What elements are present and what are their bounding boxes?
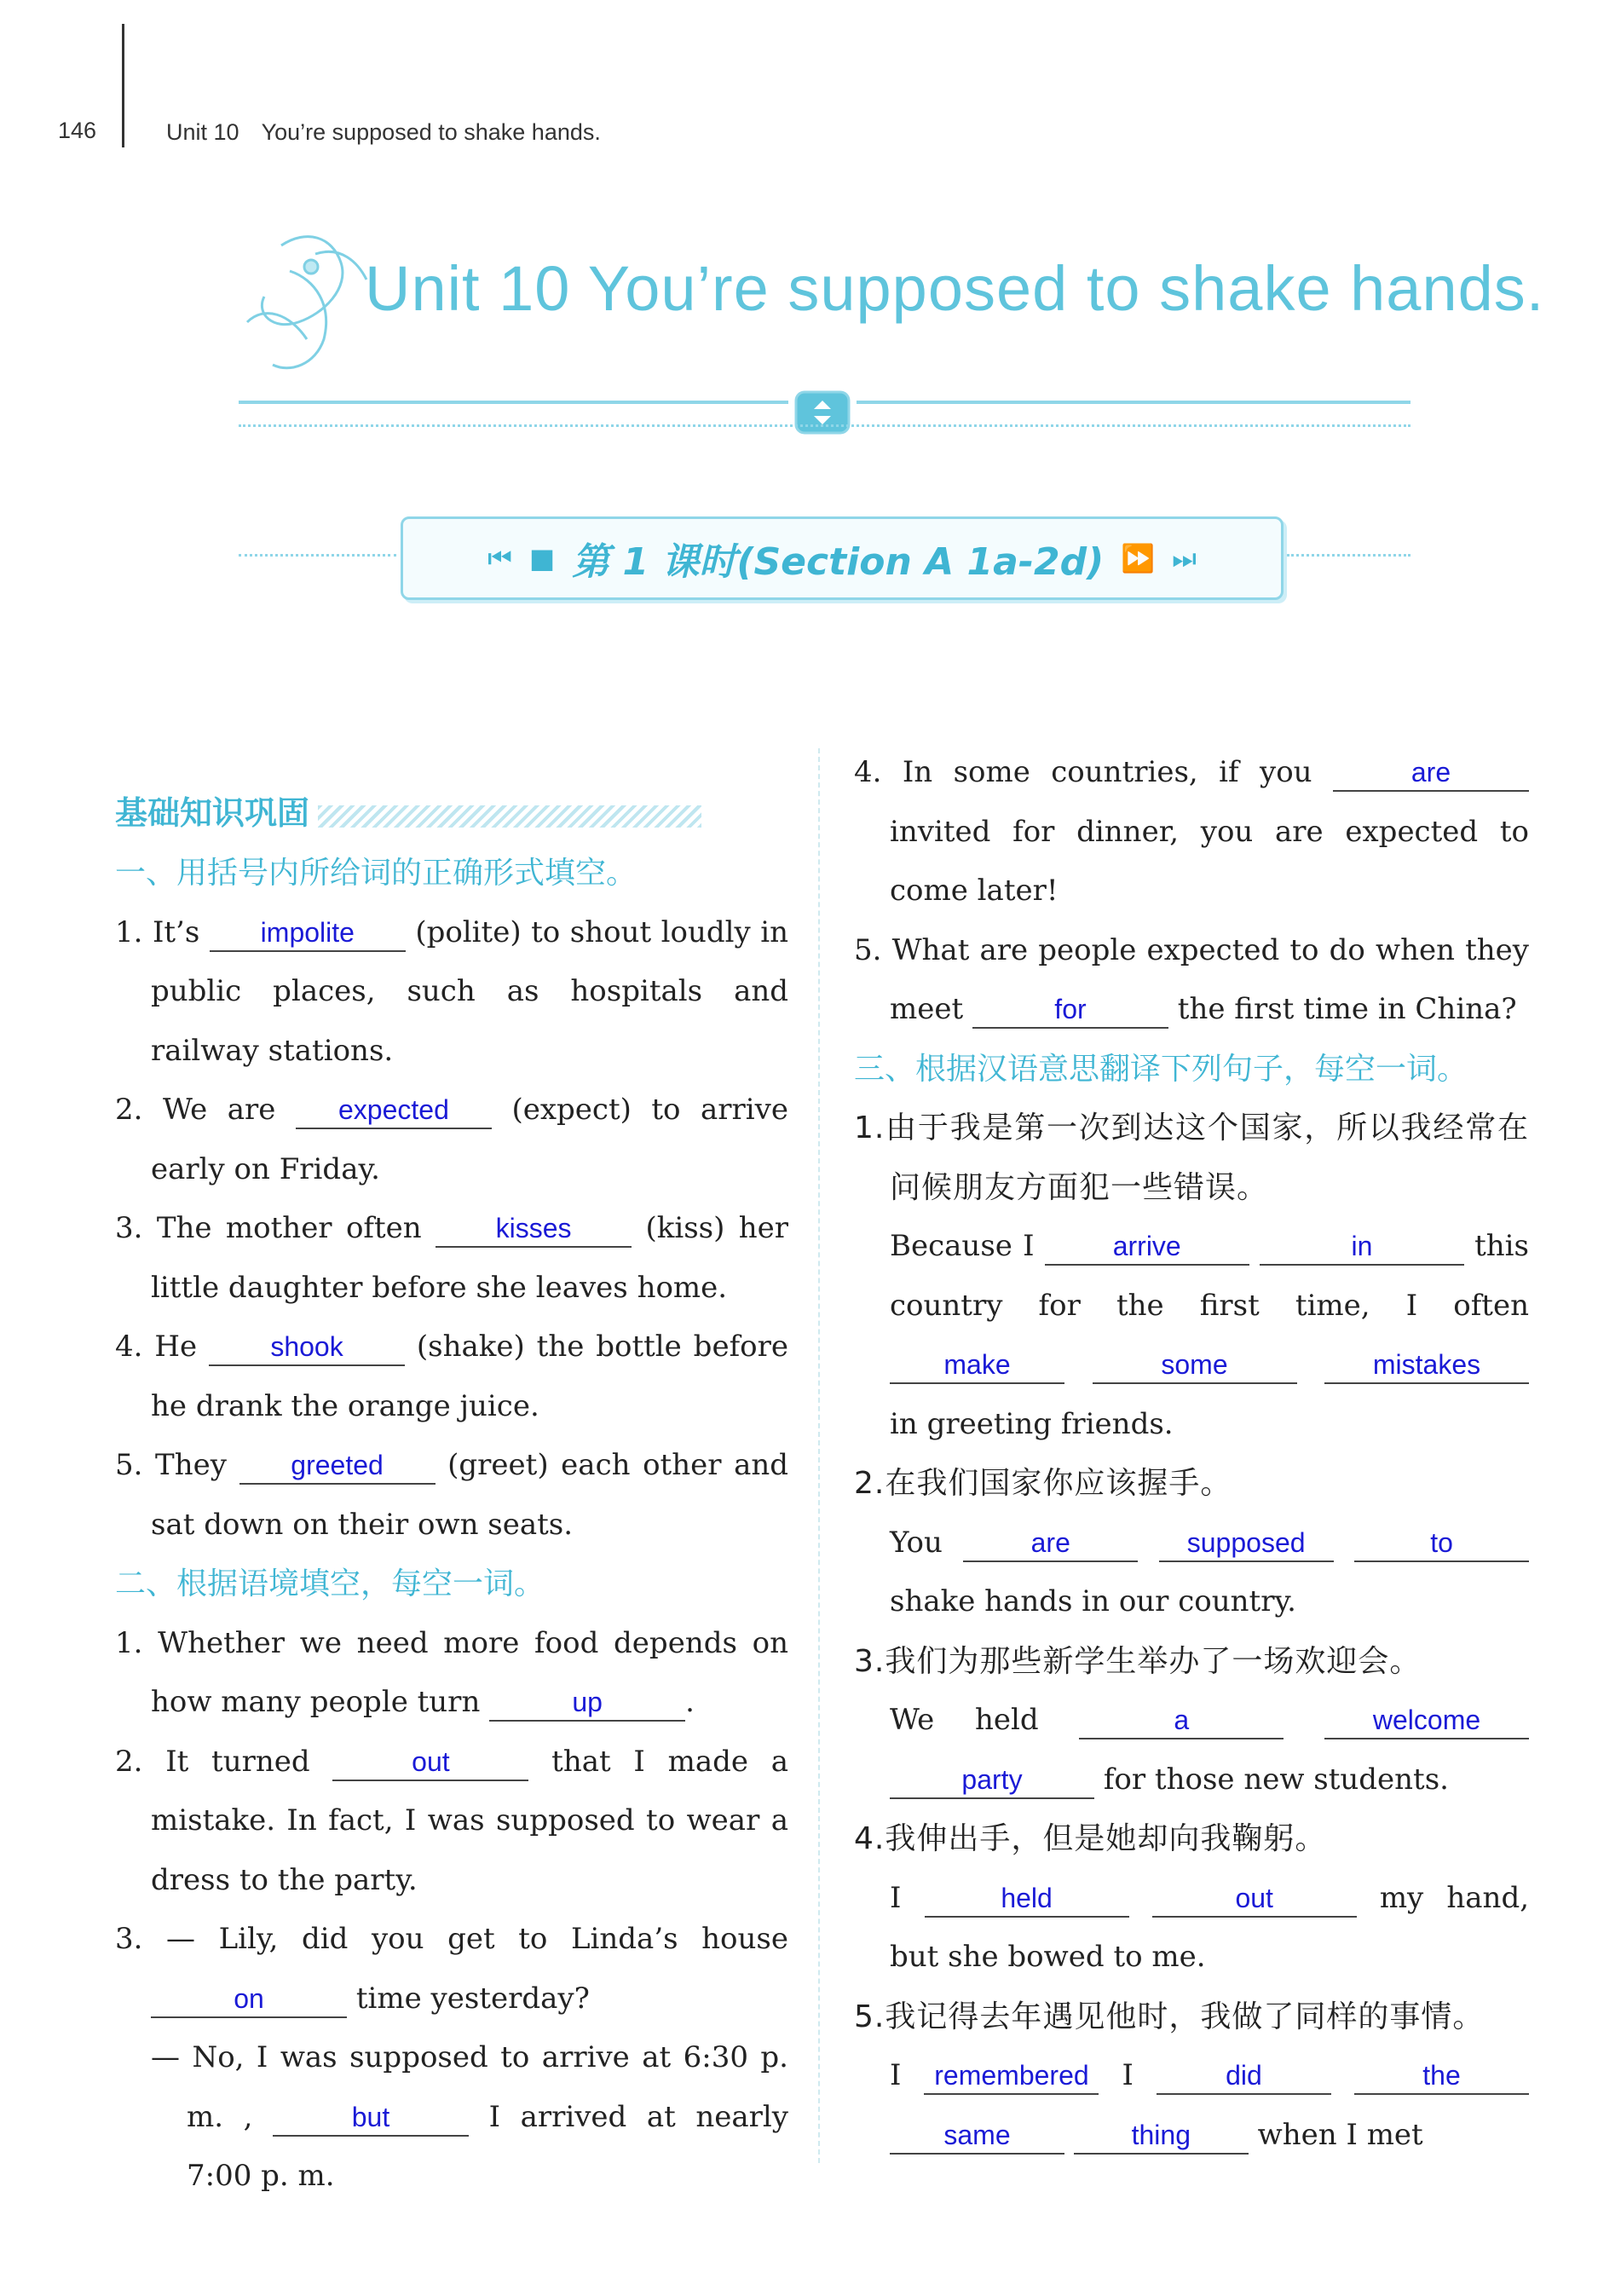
item-number: 2. xyxy=(854,1466,885,1501)
answer-blank[interactable]: up xyxy=(489,1686,685,1722)
section-title: 基础知识巩固 xyxy=(115,793,310,832)
item-text: I arrived at nearly 7:00 p. m. xyxy=(187,2099,789,2193)
part1-item-1 xyxy=(115,903,788,1082)
chinese-prompt: 我伸出手，但是她却向我鞠躬。 xyxy=(885,1821,1327,1856)
part2-item-3 xyxy=(115,1910,788,2028)
chinese-prompt: 我们为那些新学生举办了一场欢迎会。 xyxy=(885,1643,1422,1679)
part2-item-4 xyxy=(854,743,1529,921)
left-column xyxy=(115,782,788,2207)
item-text: They xyxy=(155,1448,227,1482)
part3-item-5 xyxy=(854,1987,1529,2166)
part3-item-3 xyxy=(854,1632,1529,1810)
answer-blank[interactable]: kisses xyxy=(436,1212,632,1248)
item-text: that I made a mistake. In fact, I was supposed to wear a dress to the party. xyxy=(151,1744,788,1897)
answer-blank[interactable]: for xyxy=(972,993,1168,1029)
right-column xyxy=(854,743,1529,2165)
part3-item-1 xyxy=(854,1099,1529,1454)
answer-blank[interactable]: shook xyxy=(209,1330,405,1366)
part2-item-5 xyxy=(854,921,1529,1040)
item-number: 2. xyxy=(115,1093,143,1127)
item-text: — Lily, did you get to Linda’s house xyxy=(166,1922,788,1956)
answer-blank[interactable]: did xyxy=(1157,2059,1331,2095)
item-text: I xyxy=(1122,2058,1134,2092)
item-text: You xyxy=(890,1525,943,1560)
answer-blank[interactable]: some xyxy=(1093,1348,1297,1384)
section-stripes xyxy=(318,805,701,828)
item-text: (shake) the bottle before he drank the orange juice. xyxy=(151,1330,788,1423)
item-text: time yesterday? xyxy=(355,1981,590,2016)
banner-dotted-line-right xyxy=(1287,554,1410,557)
item-number: 3. xyxy=(115,1211,143,1245)
chinese-prompt: 我记得去年遇见他时，我做了同样的事情。 xyxy=(885,1999,1485,2034)
item-text: invited for dinner, you are expected to come later! xyxy=(890,814,1529,908)
part3-item-2 xyxy=(854,1454,1529,1632)
part2-item-1 xyxy=(115,1614,788,1733)
item-text: the first time in China? xyxy=(1177,992,1517,1026)
running-head-title: You’re supposed to shake hands. xyxy=(261,119,601,145)
item-text: It’s xyxy=(152,914,200,949)
item-number: 5. xyxy=(115,1448,143,1482)
page-number: 146 xyxy=(58,118,97,143)
column-divider xyxy=(818,748,820,2163)
part3-item-4 xyxy=(854,1809,1529,1987)
running-head xyxy=(166,119,601,146)
banner-dotted-line-1 xyxy=(239,424,1410,427)
first-icon: ⏮ xyxy=(487,541,512,574)
item-text: In some countries, if you xyxy=(902,755,1312,789)
answer-blank[interactable]: held xyxy=(925,1882,1129,1918)
answer-blank[interactable]: expected xyxy=(296,1093,492,1129)
item-text: We are xyxy=(162,1093,276,1127)
item-number: 4. xyxy=(854,1821,885,1856)
item-text: It turned xyxy=(165,1744,310,1779)
answer-blank[interactable]: in xyxy=(1260,1230,1464,1266)
item-text: Whether we need more food depends on how many people turn xyxy=(151,1625,788,1719)
part3-title: 三、根据汉语意思翻译下列句子，每空一词。 xyxy=(854,1051,1468,1087)
part1-item-4 xyxy=(115,1318,788,1436)
item-number: 2. xyxy=(115,1744,143,1779)
item-number: 5. xyxy=(854,932,882,967)
item-text: We held xyxy=(890,1703,1039,1737)
answer-blank[interactable]: the xyxy=(1354,2059,1529,2095)
banner-title: Unit 10 You’re supposed to shake hands. xyxy=(365,253,1545,324)
part2-title: 二、根据语境填空，每空一词。 xyxy=(115,1566,545,1601)
bird-decoration-icon xyxy=(230,220,375,390)
chinese-prompt: 由于我是第一次到达这个国家，所以我经常在问候朋友方面犯一些错误。 xyxy=(885,1111,1529,1205)
scroll-toggle-icon xyxy=(794,390,851,435)
item-text: — No, I was supposed to arrive at 6:30 p. m. , xyxy=(151,2040,788,2134)
item-text: What are people expected to do when they meet xyxy=(890,932,1529,1026)
item-text: I xyxy=(890,2058,902,2092)
item-number: 1. xyxy=(854,1111,885,1145)
answer-blank[interactable]: to xyxy=(1354,1526,1529,1562)
item-number: 1. xyxy=(115,914,143,949)
item-text: (expect) to arrive early on Friday. xyxy=(151,1093,788,1186)
answer-blank[interactable]: out xyxy=(1152,1882,1357,1918)
item-text: He xyxy=(154,1330,198,1364)
answer-blank[interactable]: same xyxy=(890,2119,1064,2155)
part1-item-5 xyxy=(115,1436,788,1555)
item-text: The mother often xyxy=(156,1211,422,1245)
lesson-tab xyxy=(401,516,1284,600)
item-text: Because I xyxy=(890,1229,1035,1263)
last-icon: ⏭ xyxy=(1172,541,1197,574)
answer-blank[interactable]: out xyxy=(332,1745,528,1781)
item-number: 4. xyxy=(115,1330,143,1364)
item-text: for those new students. xyxy=(1103,1762,1449,1797)
item-text: when I met xyxy=(1257,2117,1423,2152)
item-text: this country for the first time, I often xyxy=(890,1229,1530,1323)
answer-blank[interactable]: impolite xyxy=(210,916,406,952)
item-number: 1. xyxy=(115,1625,143,1660)
header-rule xyxy=(122,24,124,147)
answer-blank[interactable]: welcome xyxy=(1324,1704,1529,1739)
part2-item-2 xyxy=(115,1733,788,1911)
answer-blank[interactable]: are xyxy=(1333,756,1529,792)
answer-blank[interactable]: but xyxy=(273,2101,469,2137)
answer-blank[interactable]: are xyxy=(963,1526,1138,1562)
section-heading xyxy=(115,782,788,844)
item-text: (kiss) her little daughter before she leaves home. xyxy=(151,1211,789,1305)
answer-blank[interactable]: party xyxy=(890,1763,1094,1799)
part1-item-2 xyxy=(115,1081,788,1199)
part2-item-3-reply xyxy=(115,2028,788,2207)
item-number: 4. xyxy=(854,755,882,789)
banner-dotted-line-left xyxy=(239,554,396,557)
next-icon: ⏩ xyxy=(1121,542,1156,574)
chinese-prompt: 在我们国家你应该握手。 xyxy=(885,1466,1232,1501)
answer-blank[interactable]: remembered xyxy=(924,2059,1099,2095)
item-text: shake hands in our country. xyxy=(890,1584,1296,1618)
item-number: 5. xyxy=(854,1999,885,2034)
answer-blank[interactable]: on xyxy=(151,1982,347,2018)
item-text: my hand, but she bowed to me. xyxy=(890,1880,1530,1974)
part1-title: 一、用括号内所给词的正确形式填空。 xyxy=(115,856,637,891)
stop-icon: ■ xyxy=(528,542,556,574)
item-text: (polite) to shout loudly in public places, such as hospitals and railway stations. xyxy=(151,914,788,1068)
answer-blank[interactable]: a xyxy=(1079,1704,1284,1739)
answer-blank[interactable]: arrive xyxy=(1045,1230,1249,1266)
item-number: 3. xyxy=(854,1643,885,1679)
item-text: I xyxy=(890,1880,902,1915)
answer-blank[interactable]: make xyxy=(890,1348,1064,1384)
banner-line-left xyxy=(239,401,788,404)
item-text: (greet) each other and sat down on their own seats. xyxy=(151,1448,789,1542)
answer-blank[interactable]: mistakes xyxy=(1324,1348,1529,1384)
answer-blank[interactable]: thing xyxy=(1074,2119,1249,2155)
running-head-unit: Unit 10 xyxy=(166,119,239,145)
answer-blank[interactable]: supposed xyxy=(1159,1526,1334,1562)
answer-blank[interactable]: greeted xyxy=(239,1449,436,1485)
banner-line-right xyxy=(857,401,1410,404)
item-number: 3. xyxy=(115,1922,143,1956)
part1-item-3 xyxy=(115,1199,788,1318)
item-text: . xyxy=(685,1685,695,1719)
item-text: in greeting friends. xyxy=(890,1406,1174,1441)
lesson-title: 第 1 课时(Section A 1a-2d) xyxy=(572,540,1105,584)
